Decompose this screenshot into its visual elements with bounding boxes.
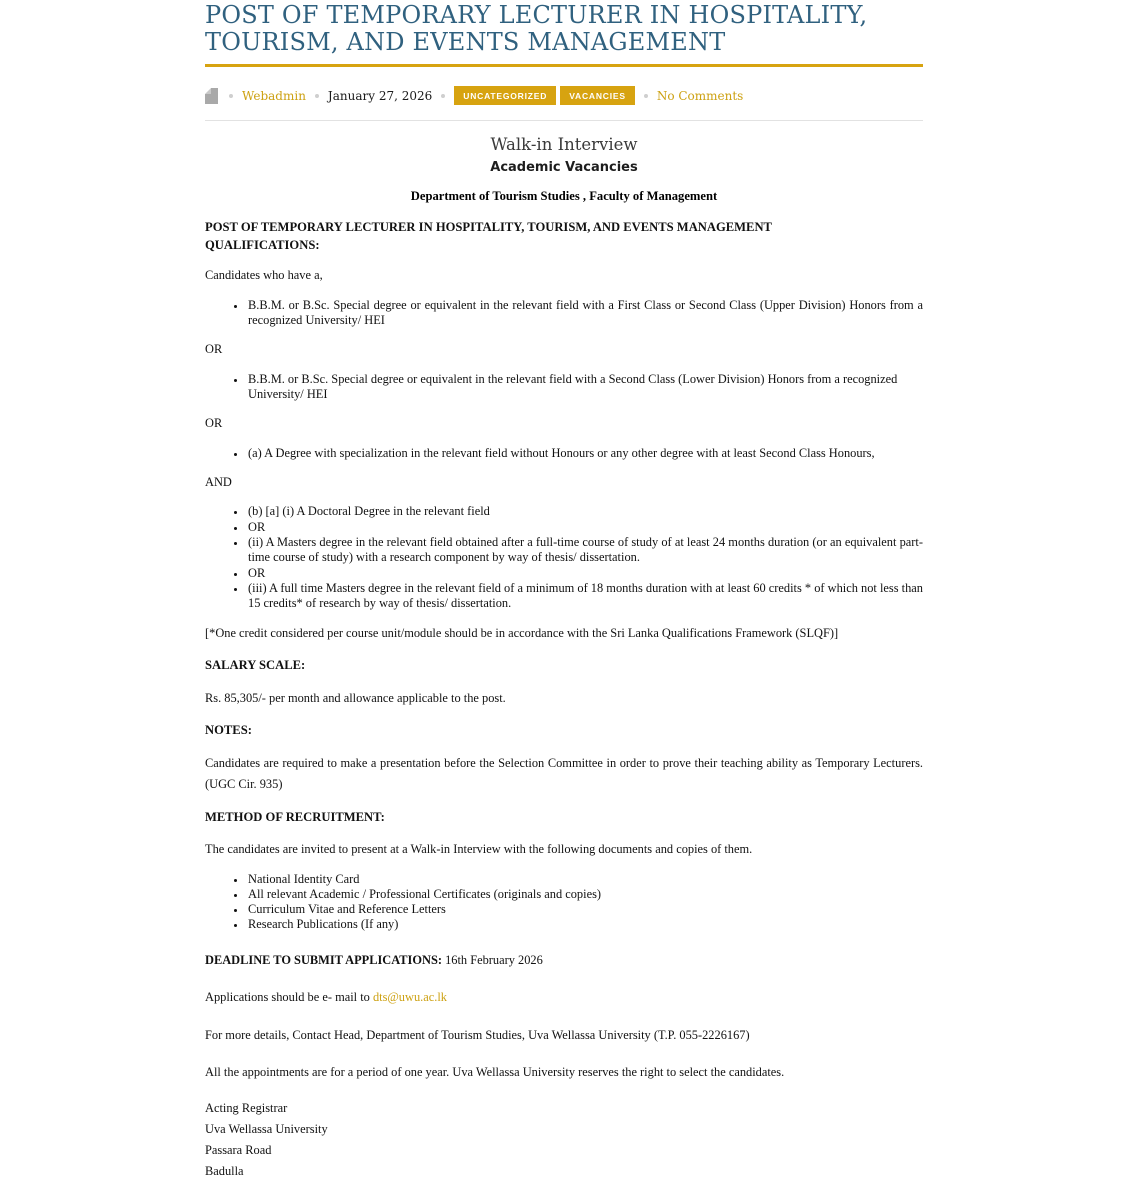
meta-separator-dot <box>441 94 445 98</box>
qualification-list-2 <box>205 372 923 403</box>
or-separator: OR <box>205 342 223 357</box>
method-text: The candidates are invited to present at a Walk-in Interview with the following documents and copies of them. <box>205 842 753 857</box>
intro-paragraph: Candidates who have a, <box>205 268 323 282</box>
list-item: • (b) [a] (i) A Doctoral Degree in the relevant field <box>246 504 923 519</box>
meta-separator-dot <box>644 94 648 98</box>
list-item: • OR <box>246 566 923 581</box>
qualification-list-3 <box>205 446 923 461</box>
deadline-label: DEADLINE TO SUBMIT APPLICATIONS: <box>205 952 442 967</box>
list-item: • (iii) A full time Masters degree in the relevant field of a minimum of 18 months duration with at least 60 credits * of which not less than 15 credits* of research by way of thesis/ dissertation. <box>246 581 923 612</box>
post-title: POST OF TEMPORARY LECTURER IN HOSPITALITY, TOURISM, AND EVENTS MANAGEMENT <box>205 1 868 56</box>
title-gold-divider <box>205 64 923 67</box>
heading-department: Department of Tourism Studies , Faculty of Management <box>410 189 718 203</box>
signature-line: Uva Wellassa University <box>205 1121 328 1136</box>
salary-scale-label: SALARY SCALE: <box>205 658 306 673</box>
list-item: • B.B.M. or B.Sc. Special degree or equivalent in the relevant field with a Second Class (Lower Division) Honors from a recognized University/ HEI <box>246 372 923 403</box>
qualification-list-4 <box>205 504 923 611</box>
email-link[interactable]: dts@uwu.ac.lk <box>372 990 447 1005</box>
salary-text: Rs. 85,305/- per month and allowance applicable to the post. <box>205 690 506 705</box>
list-item: • B.B.M. or B.Sc. Special degree or equivalent in the relevant field with a First Class or Second Class (Upper Division) Honors from a recognized University/ HEI <box>246 298 923 329</box>
signature-line: Acting Registrar <box>205 1100 288 1115</box>
signature-block <box>205 1100 923 1179</box>
list-item: • OR <box>246 520 923 535</box>
post-of-line: POST OF TEMPORARY LECTURER IN HOSPITALITY, TOURISM, AND EVENTS MANAGEMENT <box>205 220 772 234</box>
slqf-note: [*One credit considered per course unit/module should be in accordance with the Sri Lanka Qualifications Framework (SLQF)] <box>205 625 839 640</box>
notes-label: NOTES: <box>205 723 252 738</box>
email-prefix: Applications should be e- mail to <box>205 990 373 1005</box>
list-item: • Curriculum Vitae and Reference Letters <box>246 902 923 917</box>
documents-list <box>205 872 923 933</box>
list-item: • All relevant Academic / Professional Certificates (originals and copies) <box>246 887 923 902</box>
document-icon <box>205 88 218 104</box>
method-label: METHOD OF RECRUITMENT: <box>205 809 385 824</box>
comments-link[interactable]: No Comments <box>656 88 744 103</box>
contact-line: For more details, Contact Head, Department of Tourism Studies, Uva Wellassa University (T.P. 055-2226167) <box>205 1027 750 1042</box>
list-item: • Research Publications (If any) <box>246 917 923 932</box>
author-link[interactable]: Webadmin <box>242 88 306 103</box>
qualification-list-1 <box>205 298 923 329</box>
list-item: • (ii) A Masters degree in the relevant field obtained after a full-time course of study of at least 24 months duration (or an equivalent part-time course of study) with a research component by way of thesis/ dissertation. <box>246 535 923 566</box>
notes-text: Candidates are required to make a presentation before the Selection Committee in order to prove their teaching ability as Temporary Lecturers. (UGC Cir. 935) <box>205 755 923 792</box>
list-item: • National Identity Card <box>246 872 923 887</box>
post-meta-bar <box>205 86 923 105</box>
meta-separator-dot <box>229 94 233 98</box>
deadline-line <box>205 950 923 972</box>
signature-line: Passara Road <box>205 1142 272 1157</box>
signature-line: Badulla <box>205 1163 244 1178</box>
email-line <box>205 987 923 1009</box>
list-item: • (a) A Degree with specialization in the relevant field without Honours or any other degree with at least Second Class Honours, <box>246 446 923 461</box>
post-date: January 27, 2026 <box>327 88 433 103</box>
appointments-line: All the appointments are for a period of one year. Uva Wellassa University reserves the right to select the candidates. <box>205 1065 785 1080</box>
post-page <box>205 0 923 1179</box>
qualifications-label: QUALIFICATIONS: <box>205 237 320 252</box>
category-badge-uncategorized[interactable]: UNCATEGORIZED <box>454 86 556 105</box>
category-badge-vacancies[interactable]: VACANCIES <box>560 86 635 105</box>
heading-walk-in-interview: Walk-in Interview <box>490 135 638 154</box>
and-separator: AND <box>205 474 232 489</box>
deadline-value: 16th February 2026 <box>441 952 543 967</box>
post-content <box>205 135 923 1179</box>
heading-academic-vacancies: Academic Vacancies <box>490 160 638 175</box>
or-separator: OR <box>205 416 223 431</box>
meta-separator-dot <box>315 94 319 98</box>
meta-divider <box>205 120 923 121</box>
